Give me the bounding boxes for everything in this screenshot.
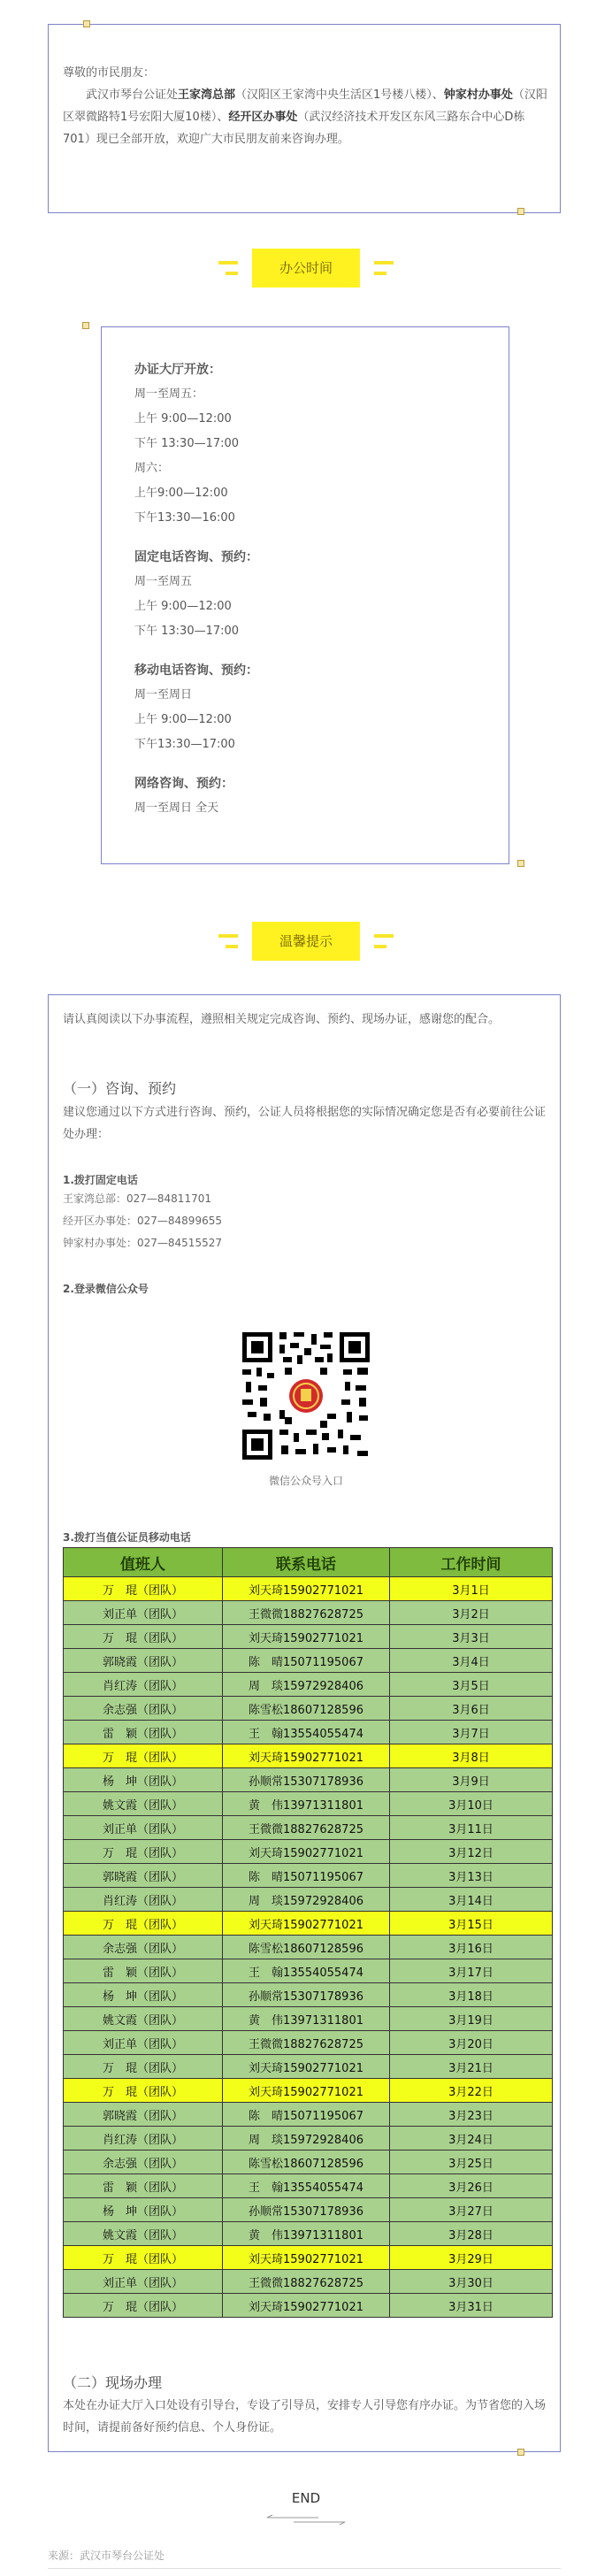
hall-hours-line: 上午9:00—12:00 (134, 487, 228, 500)
duty-date-cell: 3月18日 (390, 1983, 553, 2007)
duty-phone-cell: 刘天琦15902771021 (223, 2079, 390, 2103)
duty-name-cell: 万 琨（团队） (64, 2055, 223, 2079)
duty-date-cell: 3月10日 (390, 1792, 553, 1816)
duty-phone-cell: 周 琰15972928406 (223, 1888, 390, 1912)
duty-name-cell: 姚文霞（团队） (64, 2007, 223, 2031)
intro-addr-1: （汉阳区王家湾中央生活区1号楼八楼）、 (235, 88, 444, 102)
phone-hours-line: 周一至周五 (134, 575, 193, 588)
duty-phone-cell: 周 琰15972928406 (223, 1673, 390, 1697)
table-row (64, 1625, 553, 1649)
tips-pill: 温馨提示 (252, 922, 360, 961)
table-row (64, 1768, 553, 1792)
office-3: 经开区办事处 (228, 111, 298, 124)
duty-date-cell: 3月14日 (390, 1888, 553, 1912)
duty-name-cell: 杨 坤（团队） (64, 1983, 223, 2007)
table-row (64, 2198, 553, 2222)
office-hours-banner (0, 249, 612, 288)
duty-date-cell: 3月24日 (390, 2127, 553, 2150)
duty-phone-cell: 陈雪松18607128596 (223, 1936, 390, 1959)
table-row (64, 1577, 553, 1601)
duty-name-cell: 万 琨（团队） (64, 2079, 223, 2103)
duty-phone-cell: 陈 晴15071195067 (223, 1649, 390, 1673)
table-row (64, 2294, 553, 2318)
duty-date-cell: 3月29日 (390, 2246, 553, 2270)
duty-name-cell: 郭晓霞（团队） (64, 2103, 223, 2127)
table-row (64, 1912, 553, 1936)
table-row (64, 2079, 553, 2103)
decor-dash (218, 934, 238, 938)
office-2: 钟家村办事处 (443, 88, 513, 102)
phone-hours-title: 固定电话咨询、预约： (134, 550, 258, 564)
duty-phone-cell: 孙顺常15307178936 (223, 2198, 390, 2222)
duty-name-cell: 雷 颖（团队） (64, 1959, 223, 1983)
duty-name-cell: 肖红涛（团队） (64, 1888, 223, 1912)
duty-phone-cell: 陈 晴15071195067 (223, 1864, 390, 1888)
duty-name-cell: 姚文霞（团队） (64, 2222, 223, 2246)
table-row (64, 2103, 553, 2127)
online-hours-title: 网络咨询、预约： (134, 777, 233, 791)
duty-phone-cell: 王 翰13554055474 (223, 1721, 390, 1744)
decor-dash (374, 272, 386, 275)
header-date: 工作时间 (390, 1548, 553, 1577)
duty-date-cell: 3月22日 (390, 2079, 553, 2103)
duty-name-cell: 余志强（团队） (64, 1936, 223, 1959)
office-1: 王家湾总部 (178, 88, 236, 102)
frame-corner (82, 322, 89, 329)
duty-name-cell: 肖红涛（团队） (64, 1673, 223, 1697)
end-label: END (291, 2490, 321, 2506)
hall-hours-title: 办证大厅开放： (134, 363, 221, 377)
duty-date-cell: 3月9日 (390, 1768, 553, 1792)
duty-name-cell: 余志强（团队） (64, 2150, 223, 2174)
duty-name-cell: 郭晓霞（团队） (64, 1649, 223, 1673)
phone-hours-line: 下午 13:30—17:00 (134, 625, 240, 638)
duty-date-cell: 3月23日 (390, 2103, 553, 2127)
duty-name-cell: 万 琨（团队） (64, 2294, 223, 2318)
duty-phone-cell: 刘天琦15902771021 (223, 1744, 390, 1768)
table-row (64, 1983, 553, 2007)
duty-date-cell: 3月2日 (390, 1601, 553, 1625)
duty-name-cell: 万 琨（团队） (64, 1912, 223, 1936)
table-row (64, 1792, 553, 1816)
phone-hours-line: 上午 9:00—12:00 (134, 600, 232, 613)
duty-date-cell: 3月30日 (390, 2270, 553, 2294)
duty-phone-cell: 孙顺常15307178936 (223, 1983, 390, 2007)
duty-phone-cell: 周 琰15972928406 (223, 2127, 390, 2150)
duty-phone-cell: 王微微18827628725 (223, 2031, 390, 2055)
duty-name-cell: 刘正单（团队） (64, 2031, 223, 2055)
hall-hours-line: 上午 9:00—12:00 (134, 412, 232, 426)
duty-name-cell: 郭晓霞（团队） (64, 1864, 223, 1888)
duty-date-cell: 3月25日 (390, 2150, 553, 2174)
phone-line: 王家湾总部：027—84811701 (63, 1192, 211, 1205)
duty-date-cell: 3月27日 (390, 2198, 553, 2222)
duty-table-header (64, 1548, 553, 1577)
duty-date-cell: 3月17日 (390, 1959, 553, 1983)
phone-line: 经开区办事处：027—84899655 (63, 1215, 222, 1227)
intro-text (63, 62, 547, 150)
table-row (64, 2270, 553, 2294)
duty-name-cell: 万 琨（团队） (64, 2246, 223, 2270)
frame-corner (517, 2449, 524, 2456)
table-row (64, 1816, 553, 1840)
duty-name-cell: 刘正单（团队） (64, 2270, 223, 2294)
table-row (64, 1936, 553, 1959)
table-row (64, 1721, 553, 1744)
duty-name-cell: 万 琨（团队） (64, 1577, 223, 1601)
section-1-text: 建议您通过以下方式进行咨询、预约，公证人员将根据您的实际情况确定您是否有必要前往公证处办理： (63, 1106, 547, 1141)
duty-name-cell: 刘正单（团队） (64, 1601, 223, 1625)
duty-phone-cell: 王微微18827628725 (223, 1816, 390, 1840)
duty-date-cell: 3月15日 (390, 1912, 553, 1936)
call-title: 1.拨打固定电话 (63, 1174, 138, 1186)
table-row (64, 1649, 553, 1673)
online-hours-line: 周一至周日 全天 (134, 801, 219, 815)
frame-corner (83, 20, 90, 27)
office-hours-pill: 办公时间 (252, 249, 360, 288)
duty-name-cell: 姚文霞（团队） (64, 1792, 223, 1816)
duty-name-cell: 肖红涛（团队） (64, 2127, 223, 2150)
duty-phone-cell: 陈雪松18607128596 (223, 1697, 390, 1721)
decor-dash (226, 945, 238, 948)
duty-date-cell: 3月31日 (390, 2294, 553, 2318)
duty-phone-cell: 刘天琦15902771021 (223, 2246, 390, 2270)
frame-corner (517, 208, 524, 215)
duty-date-cell: 3月19日 (390, 2007, 553, 2031)
duty-date-cell: 3月7日 (390, 1721, 553, 1744)
table-row (64, 1697, 553, 1721)
decor-dash (374, 934, 394, 938)
duty-date-cell: 3月12日 (390, 1840, 553, 1864)
duty-name-cell: 万 琨（团队） (64, 1625, 223, 1649)
section-1-title: （一）咨询、预约 (63, 1080, 177, 1097)
duty-date-cell: 3月21日 (390, 2055, 553, 2079)
duty-name-cell: 杨 坤（团队） (64, 1768, 223, 1792)
duty-date-cell: 3月3日 (390, 1625, 553, 1649)
duty-date-cell: 3月20日 (390, 2031, 553, 2055)
table-row (64, 1744, 553, 1768)
duty-name-cell: 万 琨（团队） (64, 1840, 223, 1864)
duty-phone-cell: 刘天琦15902771021 (223, 2294, 390, 2318)
wechat-title: 2.登录微信公众号 (63, 1283, 149, 1295)
duty-date-cell: 3月1日 (390, 1577, 553, 1601)
duty-name-cell: 杨 坤（团队） (64, 2198, 223, 2222)
duty-phone-cell: 王微微18827628725 (223, 2270, 390, 2294)
duty-date-cell: 3月5日 (390, 1673, 553, 1697)
header-phone: 联系电话 (223, 1548, 390, 1577)
mobile-hours-title: 移动电话咨询、预约： (134, 663, 258, 678)
table-row (64, 1601, 553, 1625)
table-row (64, 2174, 553, 2198)
duty-phone-cell: 黄 伟13971311801 (223, 2007, 390, 2031)
duty-phone-cell: 王 翰13554055474 (223, 1959, 390, 1983)
mobile-hours-line: 下午13:30—17:00 (134, 738, 235, 751)
end-arrows-icon (265, 2514, 347, 2525)
table-row (64, 2246, 553, 2270)
divider (48, 2568, 561, 2569)
table-row (64, 1840, 553, 1864)
duty-title: 3.拨打当值公证员移动电话 (63, 1531, 191, 1544)
mobile-hours-line: 上午 9:00—12:00 (134, 713, 232, 726)
duty-date-cell: 3月13日 (390, 1864, 553, 1888)
table-row (64, 1864, 553, 1888)
tips-banner (0, 922, 612, 961)
table-row (64, 1673, 553, 1697)
duty-date-cell: 3月28日 (390, 2222, 553, 2246)
table-row (64, 2055, 553, 2079)
duty-phone-cell: 王 翰13554055474 (223, 2174, 390, 2198)
duty-name-cell: 雷 颖（团队） (64, 1721, 223, 1744)
duty-date-cell: 3月26日 (390, 2174, 553, 2198)
hall-hours-line: 周六： (134, 462, 170, 475)
decor-dash (226, 272, 238, 275)
phone-list (63, 1188, 222, 1254)
table-row (64, 1888, 553, 1912)
duty-date-cell: 3月6日 (390, 1697, 553, 1721)
duty-phone-cell: 刘天琦15902771021 (223, 2055, 390, 2079)
section-2-text: 本处在办证大厅入口处设有引导台，专设了引导员，安排专人引导您有序办证。为节省您的入场时间，请提前备好预约信息、个人身份证。 (63, 2399, 547, 2434)
duty-name-cell: 余志强（团队） (64, 1697, 223, 1721)
wechat-qr-code[interactable] (239, 1329, 373, 1463)
intro-lead: 尊敬的市民朋友： (63, 66, 156, 80)
tips-lead: 请认真阅读以下办事流程，遵照相关规定完成咨询、预约、现场办证，感谢您的配合。 (63, 1013, 501, 1026)
decor-dash (374, 945, 386, 948)
duty-phone-cell: 陈雪松18607128596 (223, 2150, 390, 2174)
hall-hours-line: 下午 13:30—17:00 (134, 437, 240, 450)
source-label: 来源：武汉市琴台公证处 (48, 2549, 165, 2562)
decor-dash (218, 261, 238, 264)
intro-addr-2: （汉阳区翠微路特1号宏阳大厦10楼）、 (63, 88, 547, 124)
qr-caption: 微信公众号入口 (268, 1475, 343, 1487)
decor-dash (374, 261, 394, 264)
table-row (64, 2222, 553, 2246)
duty-phone-cell: 刘天琦15902771021 (223, 1577, 390, 1601)
duty-name-cell: 刘正单（团队） (64, 1816, 223, 1840)
duty-date-cell: 3月11日 (390, 1816, 553, 1840)
intro-text-1: 武汉市琴台公证处 (86, 88, 179, 102)
hall-hours-line: 下午13:30—16:00 (134, 511, 235, 525)
hall-hours-line: 周一至周五： (134, 387, 204, 401)
duty-date-cell: 3月16日 (390, 1936, 553, 1959)
duty-table-body (64, 1577, 553, 2318)
duty-phone-cell: 黄 伟13971311801 (223, 2222, 390, 2246)
phone-line: 钟家村办事处：027—84515527 (63, 1237, 222, 1249)
duty-date-cell: 3月8日 (390, 1744, 553, 1768)
duty-date-cell: 3月4日 (390, 1649, 553, 1673)
table-row (64, 2007, 553, 2031)
duty-phone-cell: 孙顺常15307178936 (223, 1768, 390, 1792)
table-row (64, 2031, 553, 2055)
frame-corner (517, 860, 524, 867)
table-row (64, 2150, 553, 2174)
duty-phone-cell: 刘天琦15902771021 (223, 1912, 390, 1936)
duty-phone-cell: 王微微18827628725 (223, 1601, 390, 1625)
intro-addr-3: （武汉经济技术开发区东风三路东合中心D栋701）现已全部开放，欢迎广大市民朋友前来咨询办理。 (63, 111, 525, 146)
duty-phone-cell: 黄 伟13971311801 (223, 1792, 390, 1816)
duty-table (63, 1547, 553, 2318)
table-row (64, 1959, 553, 1983)
duty-phone-cell: 刘天琦15902771021 (223, 1840, 390, 1864)
section-2-title: （二）现场办理 (63, 2374, 163, 2391)
table-row (64, 2127, 553, 2150)
duty-phone-cell: 刘天琦15902771021 (223, 1625, 390, 1649)
header-name: 值班人 (64, 1548, 223, 1577)
duty-phone-cell: 陈 晴15071195067 (223, 2103, 390, 2127)
duty-name-cell: 万 琨（团队） (64, 1744, 223, 1768)
qr-icon (239, 1329, 373, 1463)
schedule-content (134, 357, 488, 821)
duty-name-cell: 雷 颖（团队） (64, 2174, 223, 2198)
mobile-hours-line: 周一至周日 (134, 688, 193, 702)
